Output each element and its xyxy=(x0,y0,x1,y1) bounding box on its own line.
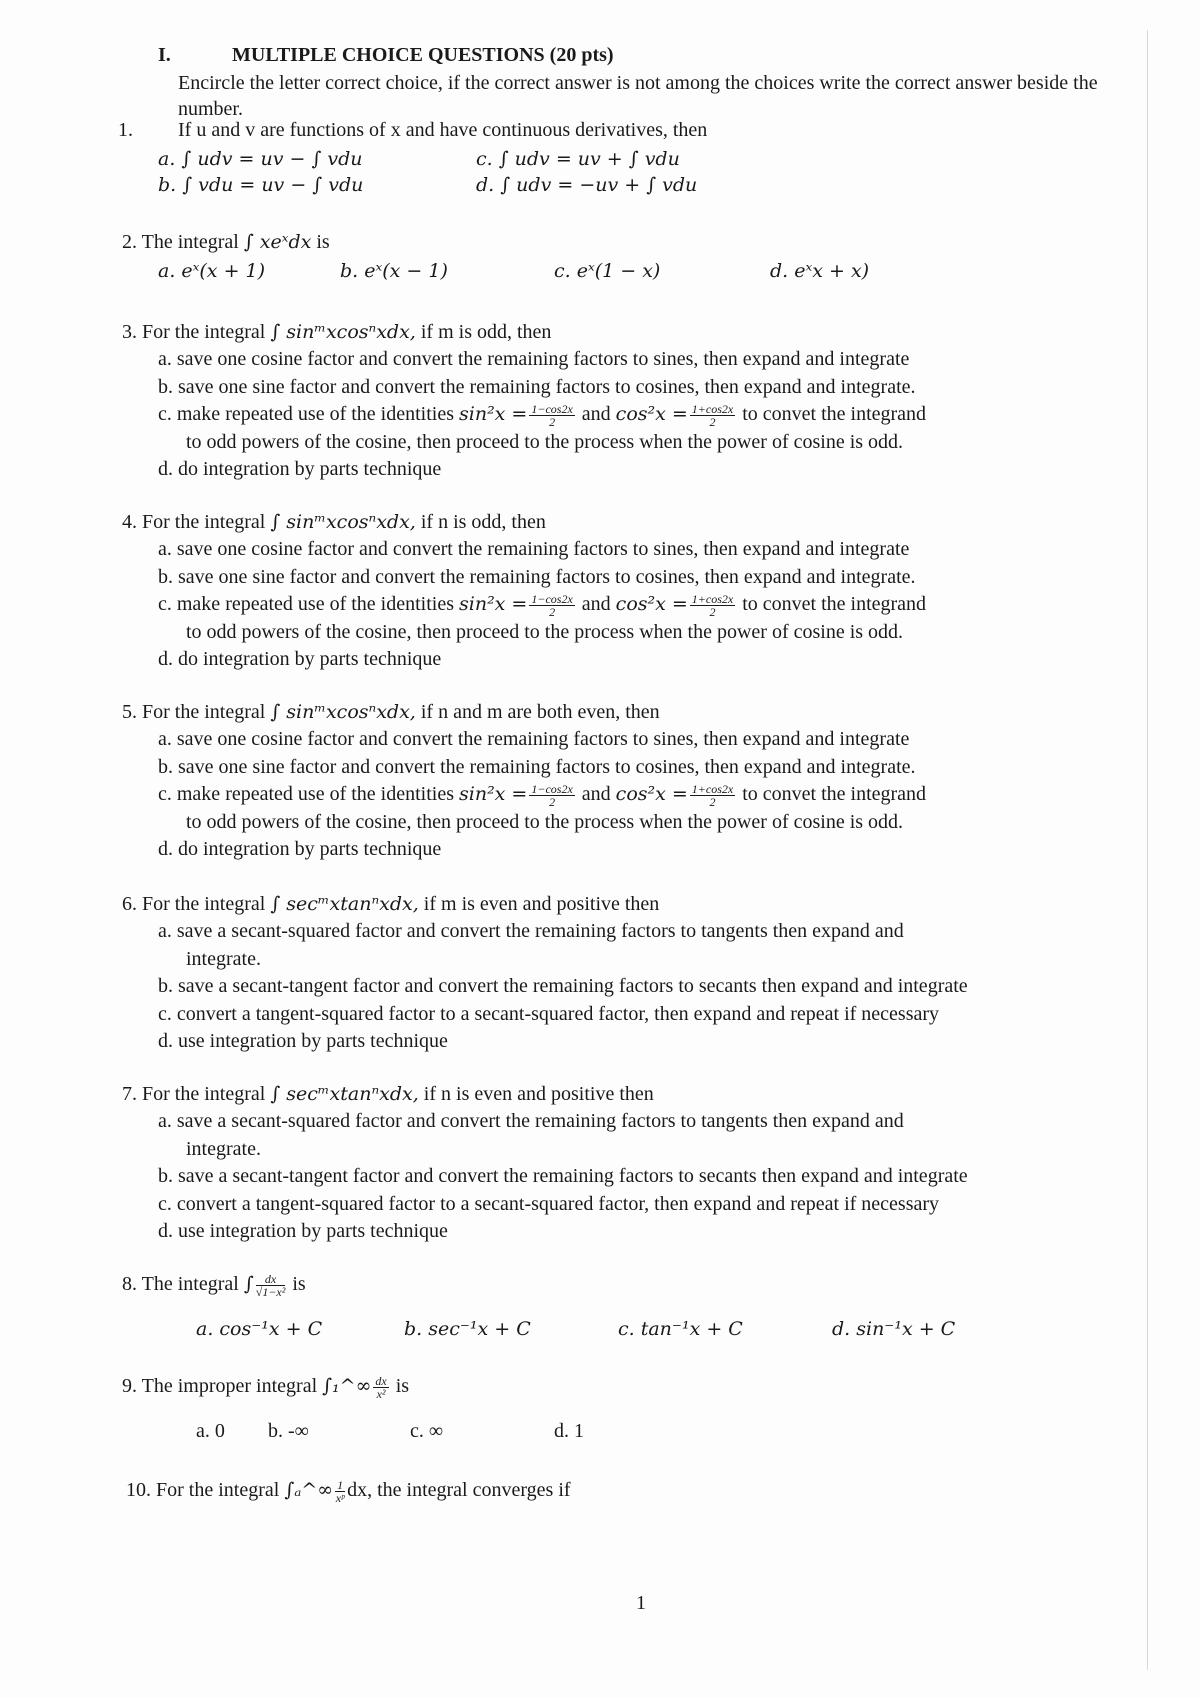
fraction-denominator: √1−x² xyxy=(255,1284,286,1299)
q6-options xyxy=(158,918,1138,1056)
question-math: ∫ sinᵐxcosⁿxdx, xyxy=(270,321,416,343)
question-stem-end: if m is even and positive then xyxy=(423,893,660,915)
q6-option-c[interactable]: c. convert a tangent-squared factor to a secant-squared factor, then expand and repeat if necessary xyxy=(158,1002,940,1025)
q5-option-b[interactable]: b. save one sine factor and convert the remaining factors to cosines, then expand and integrate. xyxy=(158,755,916,778)
question-math: ∫ sinᵐxcosⁿxdx, xyxy=(270,511,416,533)
fraction-denominator: 2 xyxy=(549,604,556,619)
q4-option-c-continued: to odd powers of the cosine, then proceed to the process when the power of cosine is odd. xyxy=(186,620,904,643)
q1-option-a[interactable]: a. ∫ udv = uv − ∫ vdu xyxy=(158,148,363,170)
question-3 xyxy=(122,318,551,346)
option-text: to convet the integrand xyxy=(742,403,927,425)
question-stem-end: is xyxy=(395,1375,410,1397)
question-8 xyxy=(122,1270,306,1298)
question-9 xyxy=(122,1372,409,1400)
section-roman-numeral: I. xyxy=(158,44,171,66)
cos-squared: cos²x = xyxy=(615,783,688,805)
question-stem: 9. The improper integral xyxy=(122,1375,318,1397)
q8-option-b[interactable]: b. sec⁻¹x + C xyxy=(404,1318,531,1340)
q4-option-d[interactable]: d. do integration by parts technique xyxy=(158,648,442,670)
question-stem-end: is xyxy=(316,231,330,253)
fraction-denominator: 2 xyxy=(709,414,716,429)
q3-option-b[interactable]: b. save one sine factor and convert the remaining factors to cosines, then expand and integrate. xyxy=(158,375,916,398)
q3-option-c-continued: to odd powers of the cosine, then proceed to the process when the power of cosine is odd. xyxy=(186,430,904,453)
question-stem: 4. For the integral xyxy=(122,511,266,533)
fraction-numerator: 1+cos2x xyxy=(691,781,734,796)
question-stem: 7. For the integral xyxy=(122,1083,266,1105)
fraction-numerator: 1+cos2x xyxy=(691,401,734,416)
q9-option-a[interactable]: a. 0 xyxy=(196,1420,225,1442)
q7-options xyxy=(158,1108,1138,1246)
sin-squared: sin²x = xyxy=(459,403,528,425)
question-7 xyxy=(122,1080,654,1108)
q6-option-a[interactable]: a. save a secant-squared factor and convert the remaining factors to tangents then expand and xyxy=(158,920,904,942)
fraction xyxy=(529,783,574,808)
q4-option-b[interactable]: b. save one sine factor and convert the remaining factors to cosines, then expand and integrate. xyxy=(158,565,916,588)
q2-option-c[interactable]: c. eˣ(1 − x) xyxy=(554,260,661,282)
q9-option-d[interactable]: d. 1 xyxy=(554,1420,584,1442)
fraction-denominator: 2 xyxy=(709,604,716,619)
section-heading: MULTIPLE CHOICE QUESTIONS (20 pts) xyxy=(232,44,614,66)
question-stem-end: if m is odd, then xyxy=(420,321,552,343)
fraction-numerator: 1 xyxy=(337,1477,344,1492)
fraction xyxy=(529,403,574,428)
fraction-numerator: 1+cos2x xyxy=(691,591,734,606)
fraction-denominator: 2 xyxy=(549,414,556,429)
option-text: and xyxy=(581,593,611,615)
q1-option-d[interactable]: d. ∫ udv = −uv + ∫ vdu xyxy=(476,174,698,196)
integral-sign: ∫ xyxy=(243,1273,254,1295)
q5-option-d[interactable]: d. do integration by parts technique xyxy=(158,838,442,860)
question-2 xyxy=(122,228,330,256)
q2-option-a[interactable]: a. eˣ(x + 1) xyxy=(158,260,266,282)
question-6 xyxy=(122,890,659,918)
q2-option-d[interactable]: d. eˣx + x) xyxy=(770,260,870,282)
fraction-numerator: 1−cos2x xyxy=(531,591,573,606)
q7-option-d[interactable]: d. use integration by parts technique xyxy=(158,1220,448,1242)
question-stem-end: dx, the integral converges if xyxy=(347,1479,571,1501)
option-text: and xyxy=(581,783,611,805)
fraction-denominator: 2 xyxy=(549,794,556,809)
cos-squared: cos²x = xyxy=(615,403,688,425)
fraction xyxy=(690,593,735,618)
cos-squared: cos²x = xyxy=(615,593,688,615)
sin-squared: sin²x = xyxy=(459,593,528,615)
q3-option-c[interactable] xyxy=(158,401,1138,429)
question-stem: 8. The integral xyxy=(122,1273,239,1295)
question-math: ∫ₐ^∞ xyxy=(284,1479,334,1501)
question-stem: If u and v are functions of x and have continuous derivatives, then xyxy=(178,119,708,141)
question-math: ∫ secᵐxtanⁿxdx, xyxy=(270,893,419,915)
sin-squared: sin²x = xyxy=(459,783,528,805)
fraction xyxy=(690,783,735,808)
fraction-numerator: 1−cos2x xyxy=(531,401,573,416)
question-stem-end: if n is odd, then xyxy=(420,511,546,533)
q6-option-d[interactable]: d. use integration by parts technique xyxy=(158,1030,448,1052)
option-text: c. make repeated use of the identities xyxy=(158,403,454,425)
question-stem-end: is xyxy=(292,1273,306,1295)
fraction xyxy=(256,1273,286,1298)
page-edge-line xyxy=(1147,30,1148,1670)
fraction xyxy=(529,593,574,618)
question-math: ∫ sinᵐxcosⁿxdx, xyxy=(270,701,416,723)
fraction xyxy=(373,1375,388,1400)
option-text: and xyxy=(581,403,611,425)
option-text: c. make repeated use of the identities xyxy=(158,593,454,615)
option-text: to convet the integrand xyxy=(742,593,927,615)
fraction xyxy=(690,403,735,428)
question-10 xyxy=(126,1476,571,1504)
q5-option-c-continued: to odd powers of the cosine, then proceed to the process when the power of cosine is odd. xyxy=(186,810,904,833)
q1-option-c[interactable]: c. ∫ udv = uv + ∫ vdu xyxy=(476,148,680,170)
question-stem: 6. For the integral xyxy=(122,893,266,915)
q1-option-b[interactable]: b. ∫ vdu = uv − ∫ vdu xyxy=(158,174,364,196)
q6-option-a-continued: integrate. xyxy=(186,947,261,970)
option-text: c. make repeated use of the identities xyxy=(158,783,454,805)
q4-option-a[interactable]: a. save one cosine factor and convert the remaining factors to sines, then expand and integrate xyxy=(158,538,910,560)
question-math: ∫₁^∞ xyxy=(322,1375,372,1397)
q3-option-a[interactable]: a. save one cosine factor and convert the remaining factors to sines, then expand and integrate xyxy=(158,348,910,370)
question-1 xyxy=(118,116,707,144)
question-stem: 2. The integral xyxy=(122,231,239,253)
question-math: ∫ secᵐxtanⁿxdx, xyxy=(270,1083,419,1105)
q4-options xyxy=(158,536,1138,674)
q7-option-a[interactable]: a. save a secant-squared factor and convert the remaining factors to tangents then expand and xyxy=(158,1110,904,1132)
question-4 xyxy=(122,508,546,536)
q8-option-c[interactable]: c. tan⁻¹x + C xyxy=(618,1318,743,1340)
fraction-denominator: 2 xyxy=(709,794,716,809)
q4-option-c[interactable] xyxy=(158,591,1138,619)
question-stem: 3. For the integral xyxy=(122,321,266,343)
fraction-denominator: x² xyxy=(376,1386,386,1401)
section-title xyxy=(158,44,614,67)
question-5 xyxy=(122,698,660,726)
fraction-numerator: dx xyxy=(375,1373,387,1388)
q6-option-b[interactable]: b. save a secant-tangent factor and convert the remaining factors to secants then expand and integrate xyxy=(158,975,968,997)
fraction-numerator: dx xyxy=(256,1273,286,1286)
q8-option-a[interactable]: a. cos⁻¹x + C xyxy=(196,1318,323,1340)
q9-option-b[interactable]: b. -∞ xyxy=(268,1420,309,1442)
q3-option-d[interactable]: d. do integration by parts technique xyxy=(158,458,442,480)
q7-option-b[interactable]: b. save a secant-tangent factor and convert the remaining factors to secants then expand and integrate xyxy=(158,1165,968,1187)
question-stem-end: if n is even and positive then xyxy=(423,1083,654,1105)
question-number: 1. xyxy=(118,119,133,141)
q3-options xyxy=(158,346,1138,484)
fraction-denominator: xᵖ xyxy=(335,1490,345,1505)
q7-option-c[interactable]: c. convert a tangent-squared factor to a secant-squared factor, then expand and repeat if necessary xyxy=(158,1192,940,1215)
question-stem-end: if n and m are both even, then xyxy=(420,701,660,723)
fraction xyxy=(335,1479,345,1504)
q9-option-c[interactable]: c. ∞ xyxy=(410,1420,444,1442)
q5-option-c[interactable] xyxy=(158,781,1138,809)
q8-option-d[interactable]: d. sin⁻¹x + C xyxy=(832,1318,956,1340)
fraction-numerator: 1−cos2x xyxy=(531,781,573,796)
instructions: Encircle the letter correct choice, if the correct answer is not among the choices write the correct answer beside the number. xyxy=(178,72,1098,120)
question-stem: 5. For the integral xyxy=(122,701,266,723)
q5-options xyxy=(158,726,1138,864)
question-stem: 10. For the integral xyxy=(126,1479,280,1501)
option-text: to convet the integrand xyxy=(742,783,927,805)
q2-option-b[interactable]: b. eˣ(x − 1) xyxy=(340,260,448,282)
q7-option-a-continued: integrate. xyxy=(186,1137,261,1160)
question-math: ∫ xeˣdx xyxy=(243,231,312,253)
q5-option-a[interactable]: a. save one cosine factor and convert the remaining factors to sines, then expand and integrate xyxy=(158,728,910,750)
page-number: 1 xyxy=(636,1592,646,1614)
